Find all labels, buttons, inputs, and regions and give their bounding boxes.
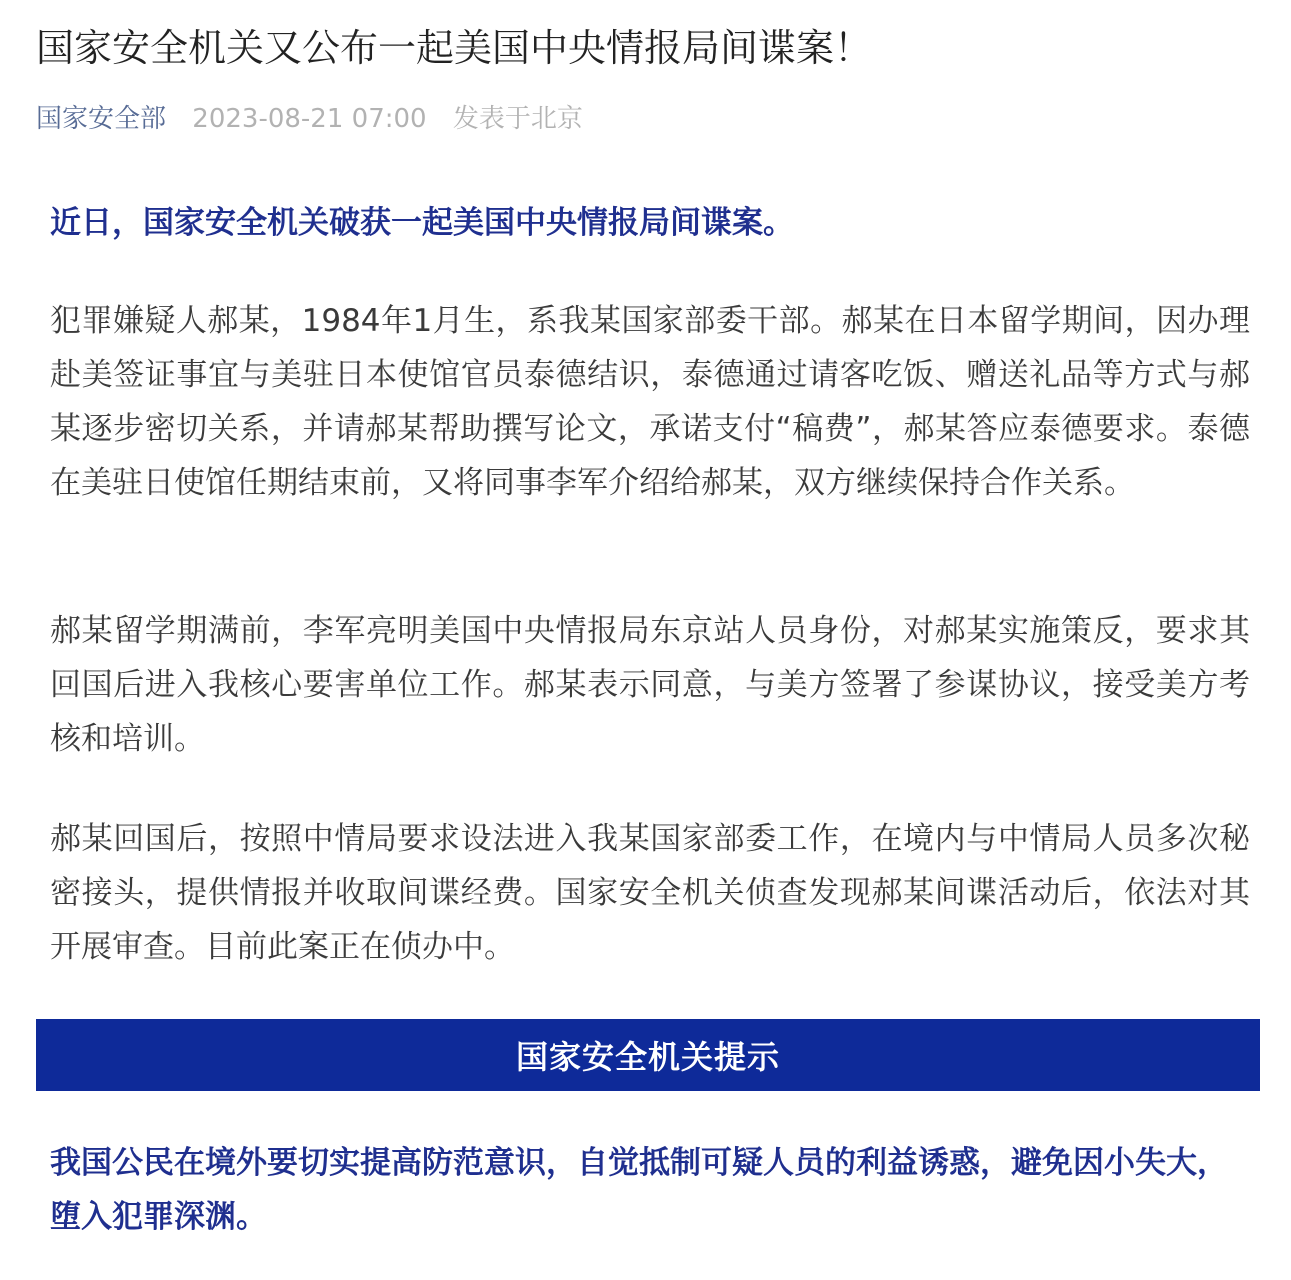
notice-banner-title: 国家安全机关提示 [515,1038,780,1076]
article-title: 国家安全机关又公布一起美国中央情报局间谍案！ [36,26,873,70]
lead-paragraph: 近日，国家安全机关破获一起美国中央情报局间谍案。 [50,205,794,241]
body-paragraph-2: 郝某留学期满前，李军亮明美国中央情报局东京站人员身份，对郝某实施策反，要求其回国后进入我核心要害单位工作。郝某表示同意，与美方签署了参谋协议，接受美方考核和培训。 [50,613,1250,757]
body-paragraph-3: 郝某回国后，按照中情局要求设法进入我某国家部委工作，在境内与中情局人员多次秘密接头，提供情报并收取间谍经费。国家安全机关侦查发现郝某间谍活动后，依法对其开展审查。目前此案正在侦办中。 [50,821,1250,965]
publish-location: 发表于北京 [452,104,583,134]
notice-tip: 我国公民在境外要切实提高防范意识，自觉抵制可疑人员的利益诱惑，避免因小失大，堕入犯罪深渊。 [50,1145,1228,1235]
body-paragraph-1: 犯罪嫌疑人郝某，1984年1月生，系我某国家部委干部。郝某在日本留学期间，因办理赴美签证事宜与美驻日本使馆官员泰德结识，泰德通过请客吃饭、赠送礼品等方式与郝某逐步密切关系，并请郝某帮助撰写论文，承诺支付“稿费”，郝某答应泰德要求。泰德在美驻日使馆任期结束前，又将同事李军介绍给郝某，双方继续保持合作关系。 [50,303,1250,501]
article-meta [36,100,601,138]
publish-date: 2023-08-21 07:00 [192,104,427,134]
author-link[interactable]: 国家安全部 [36,104,167,134]
notice-banner [36,1019,1260,1091]
